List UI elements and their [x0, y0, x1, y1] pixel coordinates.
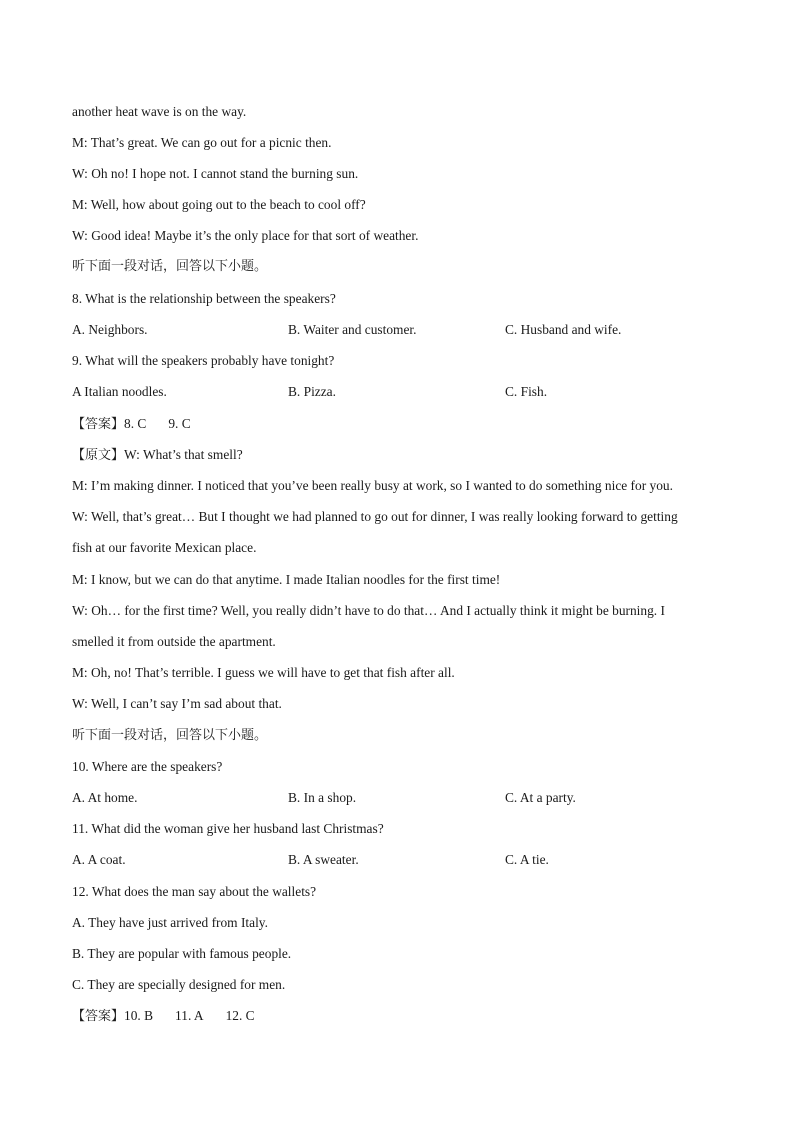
transcript-line: [72, 446, 243, 465]
option-12b: B. They are popular with famous people.: [72, 946, 292, 961]
option-10b: B. In a shop.: [288, 790, 357, 805]
answer-value: 12. C: [225, 1008, 255, 1023]
question-stem-9: 9. What will the speakers probably have tonight?: [72, 353, 335, 368]
answer-value: 9. C: [168, 416, 191, 431]
answer-line: [72, 1007, 255, 1026]
option-8a: A. Neighbors.: [72, 322, 148, 337]
transcript-line: M: I know, but we can do that anytime. I made Italian noodles for the first time!: [72, 572, 501, 587]
answer-line: [72, 415, 191, 434]
section-instruction: 听下面一段对话，回答以下小题。: [72, 259, 268, 274]
transcript-line: M: Well, how about going out to the beach to cool off?: [72, 197, 366, 212]
option-9b: B. Pizza.: [288, 384, 336, 399]
section-instruction: 听下面一段对话，回答以下小题。: [72, 728, 268, 743]
answer-tag: 【答案】: [72, 1009, 125, 1024]
option-11c: C. A tie.: [505, 852, 549, 867]
transcript-tag: 【原文】: [72, 448, 125, 463]
option-12c: C. They are specially designed for men.: [72, 977, 286, 992]
option-10c: C. At a party.: [505, 790, 576, 805]
transcript-line: W: Well, that’s great… But I thought we had planned to go out for dinner, I was really looking forward to getting: [72, 509, 678, 524]
option-12a: A. They have just arrived from Italy.: [72, 915, 268, 930]
question-stem-8: 8. What is the relationship between the speakers?: [72, 291, 336, 306]
option-10a: A. At home.: [72, 790, 138, 805]
question-stem-11: 11. What did the woman give her husband last Christmas?: [72, 821, 384, 836]
answer-tag: 【答案】: [72, 417, 125, 432]
transcript-line: M: Oh, no! That’s terrible. I guess we will have to get that fish after all.: [72, 665, 455, 680]
transcript-line: W: Well, I can’t say I’m sad about that.: [72, 696, 282, 711]
question-stem-12: 12. What does the man say about the wallets?: [72, 884, 317, 899]
question-stem-10: 10. Where are the speakers?: [72, 759, 223, 774]
transcript-line: W: Oh no! I hope not. I cannot stand the burning sun.: [72, 166, 359, 181]
option-8b: B. Waiter and customer.: [288, 322, 417, 337]
answer-value: 10. B: [124, 1008, 154, 1023]
transcript-text: W: What’s that smell?: [124, 447, 243, 462]
answer-value: 8. C: [124, 416, 147, 431]
transcript-line: M: That’s great. We can go out for a picnic then.: [72, 135, 332, 150]
option-11b: B. A sweater.: [288, 852, 359, 867]
option-11a: A. A coat.: [72, 852, 126, 867]
transcript-line: W: Good idea! Maybe it’s the only place for that sort of weather.: [72, 228, 419, 243]
option-9a: A Italian noodles.: [72, 384, 167, 399]
answer-value: 11. A: [175, 1008, 204, 1023]
option-9c: C. Fish.: [505, 384, 548, 399]
transcript-line: smelled it from outside the apartment.: [72, 634, 276, 649]
transcript-line: fish at our favorite Mexican place.: [72, 540, 257, 555]
transcript-line: M: I’m making dinner. I noticed that you’ve been really busy at work, so I wanted to do something nice for you.: [72, 478, 673, 493]
option-8c: C. Husband and wife.: [505, 322, 622, 337]
transcript-line: W: Oh… for the first time? Well, you really didn’t have to do that… And I actually think it might be burning. I: [72, 603, 665, 618]
transcript-line: another heat wave is on the way.: [72, 104, 247, 119]
